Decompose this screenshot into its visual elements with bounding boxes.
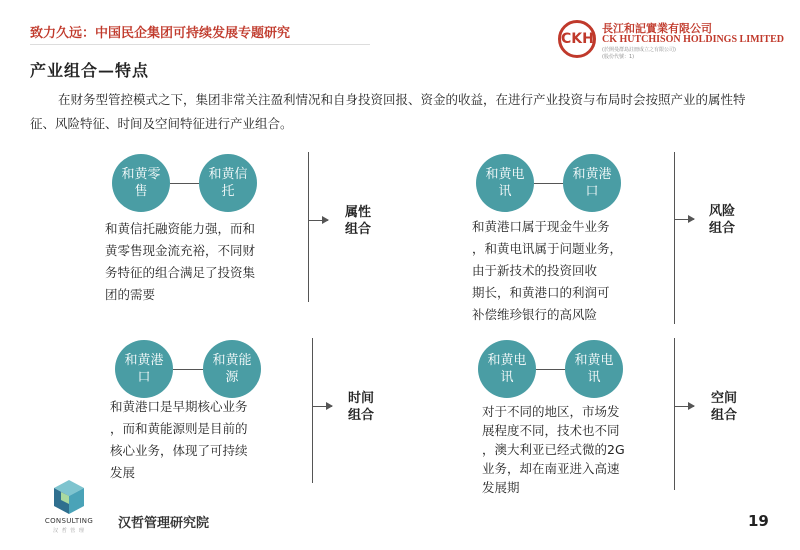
text-line: ，和黄电讯属于问题业务， (472, 241, 623, 256)
text-line: 核心业务，体现了可持续 (110, 443, 248, 458)
arrow (674, 406, 694, 407)
label-line: 组合 (710, 408, 737, 423)
quadrant-description (110, 396, 248, 484)
cube-logo-icon (52, 478, 86, 516)
logo-subword: 汉 哲 管 理 (53, 528, 85, 534)
text-line: 展程度不同，技术也不同 (482, 423, 620, 438)
logo-subtext-line2: (股份代號：1) (602, 54, 635, 60)
consulting-logo (38, 478, 100, 538)
circle-left: 和黄电讯 (476, 154, 534, 212)
logo-subtext (602, 47, 676, 61)
text-line: 由于新技术的投资回收 (472, 263, 598, 278)
arrow (312, 406, 332, 407)
logo-word: CONSULTING (44, 517, 94, 525)
bracket-line (674, 338, 675, 490)
logo-chinese-name: 長江和記實業有限公司 (602, 22, 712, 35)
text-line: 团的需要 (105, 287, 156, 302)
text-line: 和黄信托融资能力强，而和 (105, 221, 256, 236)
category-label (704, 390, 744, 424)
text-line: 对于不同的地区，市场发 (482, 404, 620, 419)
label-line: 组合 (344, 222, 371, 237)
text-line: 和黄港口是早期核心业务 (110, 399, 248, 414)
quadrant-description (482, 402, 625, 497)
circle-connector (173, 369, 203, 370)
ckh-logo-mark: CKH (558, 20, 596, 58)
text-line: 和黄港口属于现金牛业务 (472, 219, 610, 234)
arrow (674, 219, 694, 220)
intro-paragraph: 在财务型管控模式之下，集团非常关注盈利情况和自身投资回报、资金的收益，在进行产业投资与布局时会按照产业的属性特征、风险特征、时间及空间特征进行产业组合。 (30, 92, 746, 131)
category-label (702, 203, 742, 237)
section-title: 产业组合—特点 (30, 61, 150, 80)
circle-connector (170, 183, 199, 184)
header-title: 致力久远：中国民企集团可持续发展专题研究 (30, 26, 291, 41)
label-line: 时间 (347, 391, 374, 406)
label-line: 组合 (347, 408, 374, 423)
circle-right: 和黄港口 (563, 154, 621, 212)
text-line: 发展 (110, 465, 136, 480)
footer-org-name: 汉哲管理研究院 (118, 516, 210, 531)
circle-right: 和黄电讯 (565, 340, 623, 398)
bracket-line (308, 152, 309, 302)
category-label (338, 204, 378, 238)
label-line: 空间 (710, 391, 737, 406)
text-line: 黄零售现金流充裕，不同财 (105, 243, 256, 258)
logo-english-name: CK HUTCHISON HOLDINGS LIMITED (602, 34, 784, 45)
logo-subtext-line1: (於開曼群島註冊成立之有限公司) (602, 47, 676, 53)
page-number: 19 (748, 512, 769, 530)
text-line: 务特征的组合满足了投资集 (105, 265, 256, 280)
text-line: ，澳大利亚已经式微的2G (482, 442, 625, 457)
bracket-line (674, 152, 675, 324)
circle-left: 和黄零售 (112, 154, 170, 212)
text-line: 补偿维珍银行的高风险 (472, 307, 598, 322)
text-line: ，而和黄能源则是目前的 (110, 421, 248, 436)
text-line: 发展期 (482, 480, 520, 495)
bracket-line (312, 338, 313, 483)
label-line: 属性 (344, 205, 371, 220)
label-line: 风险 (708, 204, 735, 219)
text-line: 业务，却在南亚进入高速 (482, 461, 620, 476)
company-logo (558, 14, 790, 62)
label-line: 组合 (708, 221, 735, 236)
circle-connector (534, 183, 563, 184)
circle-left: 和黄港口 (115, 340, 173, 398)
category-label (341, 390, 381, 424)
text-line: 期长，和黄港口的利润可 (472, 285, 610, 300)
arrow (308, 220, 328, 221)
circle-right: 和黄信托 (199, 154, 257, 212)
quadrant-description (105, 218, 255, 306)
circle-right: 和黄能源 (203, 340, 261, 398)
circle-connector (536, 369, 565, 370)
circle-left: 和黄电讯 (478, 340, 536, 398)
quadrant-description (472, 216, 622, 326)
header-divider (30, 44, 370, 45)
